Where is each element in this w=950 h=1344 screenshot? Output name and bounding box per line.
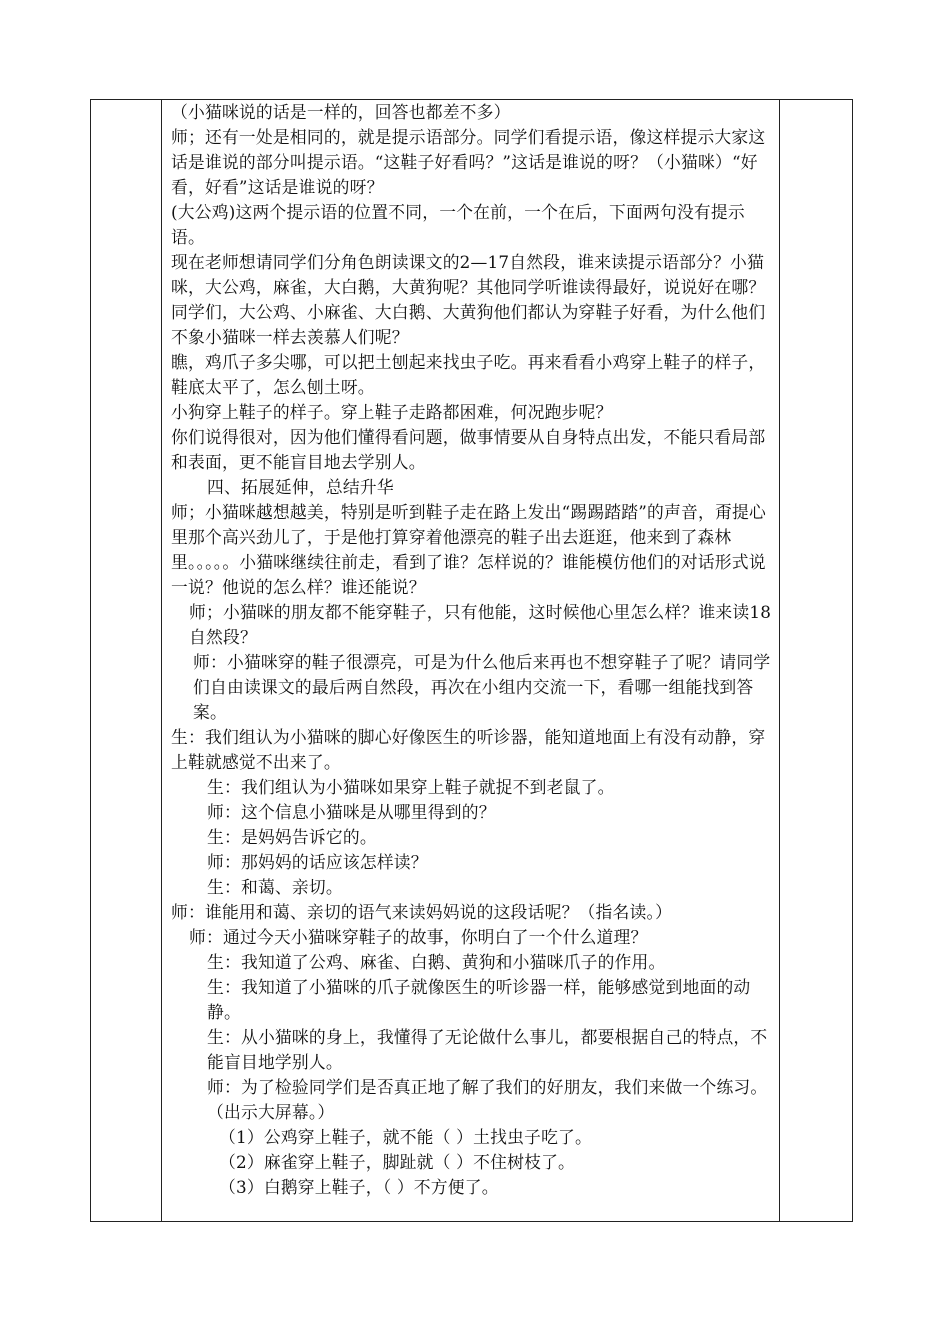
paragraph: 同学们，大公鸡、小麻雀、大白鹅、大黄狗他们都认为穿鞋子好看，为什么他们不象小猫咪一样去羡慕人们呢？	[171, 302, 766, 347]
paragraph: 小狗穿上鞋子的样子。穿上鞋子走路都困难，何况跑步呢？	[171, 402, 613, 422]
paragraph: 师：通过今天小猫咪穿鞋子的故事，你明白了一个什么道理？	[189, 927, 648, 947]
paragraph: 生：我们组认为小猫咪如果穿上鞋子就捉不到老鼠了。	[207, 777, 615, 797]
paragraph: 师；小猫咪越想越美，特别是听到鞋子走在路上发出“踢踢踏踏”的声音，甭提心里那个高兴劲儿了，于是他打算穿着他漂亮的鞋子出去逛逛，他来到了森林里。。。。。小猫咪继续往前走，看到了谁？怎样说的？谁能模仿他们的对话形式说一说？他说的怎么样？谁还能说？	[171, 502, 766, 597]
paragraph: 你们说得很对，因为他们懂得看问题，做事情要从自身特点出发，不能只看局部和表面，更不能盲目地去学别人。	[171, 427, 766, 472]
paragraph: 师；还有一处是相同的，就是提示语部分。同学们看提示语，像这样提示大家这话是谁说的部分叫提示语。“这鞋子好看吗？”这话是谁说的呀？（小猫咪）“好看，好看”这话是谁说的呀？	[171, 127, 766, 197]
paragraph: 生：我知道了小猫咪的爪子就像医生的听诊器一样，能够感觉到地面的动静。	[207, 977, 751, 1022]
paragraph: 生：我知道了公鸡、麻雀、白鹅、黄狗和小猫咪爪子的作用。	[207, 952, 666, 972]
paragraph: 师：那妈妈的话应该怎样读？	[207, 852, 428, 872]
lesson-table	[90, 99, 853, 1222]
paragraph: 现在老师想请同学们分角色朗读课文的2—17自然段，谁来读提示语部分？小猫咪，大公鸡，麻雀，大白鹅，大黄狗呢？其他同学听谁读得最好，说说好在哪？	[171, 252, 766, 297]
paragraph: 生：和蔼、亲切。	[207, 877, 343, 897]
paragraph: （小猫咪说的话是一样的，回答也都差不多）	[171, 102, 511, 122]
paragraph: 师：为了检验同学们是否真正地了解了我们的好朋友，我们来做一个练习。（出示大屏幕。）	[207, 1077, 768, 1122]
paragraph: 生：是妈妈告诉它的。	[207, 827, 377, 847]
table-column-divider-right	[779, 100, 780, 1221]
table-column-divider-left	[161, 100, 162, 1221]
paragraph: 师：谁能用和蔼、亲切的语气来读妈妈说的这段话呢？（指名读。）	[171, 902, 673, 922]
lesson-content	[171, 100, 778, 1200]
paragraph: (大公鸡)这两个提示语的位置不同，一个在前，一个在后，下面两句没有提示语。	[171, 202, 745, 247]
paragraph: 生：我们组认为小猫咪的脚心好像医生的听诊器，能知道地面上有没有动静，穿上鞋就感觉不出来了。	[171, 727, 766, 772]
paragraph: 瞧，鸡爪子多尖哪，可以把土刨起来找虫子吃。再来看看小鸡穿上鞋子的样子，鞋底太平了，怎么刨土呀。	[171, 352, 766, 397]
paragraph: 师；小猫咪的朋友都不能穿鞋子，只有他能，这时候他心里怎么样？谁来读18自然段？	[189, 602, 772, 647]
paragraph: 师：小猫咪穿的鞋子很漂亮，可是为什么他后来再也不想穿鞋子了呢？请同学们自由读课文的最后两自然段，再次在小组内交流一下，看哪一组能找到答案。	[193, 652, 771, 722]
paragraph: 师：这个信息小猫咪是从哪里得到的？	[207, 802, 496, 822]
paragraph: 生：从小猫咪的身上，我懂得了无论做什么事儿，都要根据自己的特点，不能盲目地学别人。	[207, 1027, 768, 1072]
exercise-item: （1）公鸡穿上鞋子，就不能（ ）土找虫子吃了。	[219, 1127, 593, 1147]
section-heading: 四、拓展延伸，总结升华	[207, 477, 394, 497]
exercise-item: （3）白鹅穿上鞋子，（ ）不方便了。	[219, 1177, 499, 1197]
exercise-item: （2）麻雀穿上鞋子，脚趾就（ ）不住树枝了。	[219, 1152, 576, 1172]
